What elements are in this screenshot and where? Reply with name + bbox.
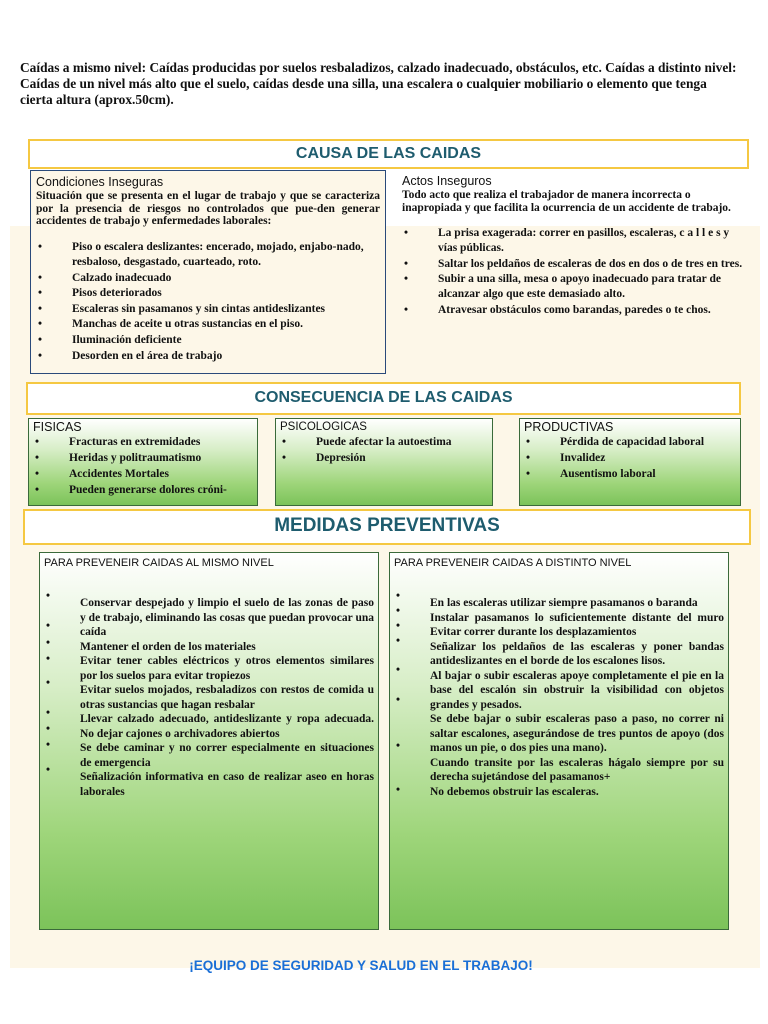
list-item: Señalización informativa en caso de realizar aseo en horas laborales <box>80 771 374 798</box>
condiciones-desc: Situación que se presenta en el lugar de trabajo y que se caracteriza por la presencia de riesgos no controlados que pue-den generar accidentes de trabajo y enfermedades laborales: <box>36 190 380 227</box>
list-item: • Invalidez <box>526 452 606 464</box>
productivas-title: PRODUCTIVAS <box>524 420 614 434</box>
actos-inseguros-box <box>398 170 750 370</box>
list-item: • Accidentes Mortales <box>35 468 169 480</box>
list-item: • Desorden en el área de trabajo <box>38 349 223 362</box>
actos-list <box>402 226 744 318</box>
list-item: • Depresión <box>282 452 366 464</box>
productivas-box <box>519 418 741 506</box>
psicologicas-box <box>275 418 493 506</box>
psicologicas-list <box>280 434 488 466</box>
list-item: Al bajar o subir escaleras apoye completamente el pie en la base del escalón sin obstruir la visibilidad con objetos grandes y pesados. <box>430 669 724 711</box>
list-item: • Ausentismo laboral <box>526 468 656 480</box>
list-item: No debemos obstruir las escaleras. <box>430 785 599 798</box>
list-item: • Calzado inadecuado <box>38 271 172 284</box>
condiciones-inseguras-box <box>30 170 386 374</box>
list-item: • Manchas de aceite u otras sustancias en el piso. <box>38 318 303 331</box>
list-item: Se debe bajar o subir escaleras paso a paso, no correr ni saltar escalones, asegurándose de tres puntos de apoyo (dos manos un pie, o dos pies una mano). <box>430 713 724 754</box>
list-item: Mantener el orden de los materiales <box>80 640 256 653</box>
mismo-nivel-list: • • • • • • • • • Conservar despejado y limpio el suelo de las zonas de paso y de trabajo, eliminando las cosas que puedan provocar una caída Mantener el orden de los materiales Evitar tener cables eléctricos y otros elementos similares por los suelos para evitar tropiezos Evitar suelos mojados, resbaladizos con restos de comida u otras sustancias que hagan resbalar Llevar calzado adecuado, antideslizante y ropa adecuada. No dejar cajones o archivadores abiertos Se debe caminar y no correr especialmente en situaciones de emergencia Señalización informativa en caso de realizar aseo en horas laborales <box>46 590 374 798</box>
list-item: • Escaleras sin pasamanos y sin cintas antideslizantes <box>38 302 326 315</box>
list-item: Señalizar los peldaños de las escaleras y poner bandas antideslizantes en el borde de los escalones lisos. <box>430 640 724 667</box>
distinto-nivel-box <box>389 552 729 930</box>
list-item: • Fracturas en extremidades <box>35 436 201 448</box>
mismo-nivel-box <box>39 552 379 930</box>
list-item: Conservar despejado y limpio el suelo de las zonas de paso y de trabajo, eliminando las cosas que puedan provocar una caída <box>80 597 374 638</box>
psicologicas-title: PSICOLOGICAS <box>280 421 367 433</box>
list-item: • Pérdida de capacidad laboral <box>526 436 705 448</box>
list-item: • Iluminación deficiente <box>38 334 182 347</box>
actos-desc: Todo acto que realiza el trabajador de manera incorrecta o inapropiada y que facilita la ocurrencia de un accidente de trabajo. <box>402 189 731 214</box>
fisicas-title: FISICAS <box>33 420 82 434</box>
intro-paragraph: Caídas a mismo nivel: Caídas producidas por suelos resbaladizos, calzado inadecuado, obstáculos, etc. Caídas a distinto nivel: Caídas de un nivel más alto que el suelo, caídas desde una silla, una escalera o cualquier mobiliario o elemento que tenga cierta altura (aprox.50cm). <box>20 60 737 107</box>
mismo-nivel-title: PARA PREVENEIR CAIDAS AL MISMO NIVEL <box>44 557 274 569</box>
list-item: Instalar pasamanos lo suficientemente distante del muro Evitar correr durante los desplazamientos <box>430 611 724 638</box>
list-item: • Subir a una silla, mesa o apoyo inadecuado para tratar de alcanzar algo que este demasiado alto. <box>404 273 721 301</box>
distinto-nivel-title: PARA PREVENEIR CAIDAS A DISTINTO NIVEL <box>394 557 632 569</box>
list-item: • La prisa exagerada: correr en pasillos, escaleras, c a l l e s y vías públicas. <box>404 227 730 254</box>
distinto-nivel-list: • • • • • • • • En las escaleras utilizar siempre pasamanos o baranda Instalar pasamanos lo suficientemente distante del muro Evitar correr durante los desplazamientos Señalizar los peldaños de las escaleras y poner bandas antideslizantes en el borde de los escalones lisos. Al bajar o subir escaleras apoye completamente el pie en la base del escalón sin obstruir la visibilidad con objetos grandes y pesados. Se debe bajar o subir escaleras paso a paso, no correr ni saltar escalones, asegurándose de tres puntos de apoyo (dos manos un pie, o dos pies una mano). Cuando transite por las escaleras hágalo siempre por su derecha sujetándose del pasamanos+ No debemos obstruir las escaleras. <box>396 590 724 798</box>
causa-banner: CAUSA DE LAS CAIDAS <box>28 139 749 169</box>
productivas-list <box>524 434 736 482</box>
list-item: Evitar tener cables eléctricos y otros elementos similares por los suelos para evitar tropiezos <box>80 655 374 682</box>
list-item: • Puede afectar la autoestima <box>282 436 452 448</box>
fisicas-list <box>33 434 253 498</box>
list-item: Cuando transite por las escaleras hágalo siempre por su derecha sujetándose del pasamanos+ <box>430 756 724 783</box>
list-item: Llevar calzado adecuado, antideslizante y ropa adecuada. No dejar cajones o archivadores abiertos <box>80 713 374 740</box>
condiciones-title: Condiciones Inseguras <box>36 175 164 189</box>
list-item: • Piso o escalera deslizantes: encerado, mojado, enjabo-nado, resbaloso, desgastado, cuarteado, roto. <box>38 240 364 269</box>
footer-slogan: ¡EQUIPO DE SEGURIDAD Y SALUD EN EL TRABAJO! <box>189 958 533 973</box>
medidas-banner: MEDIDAS PREVENTIVAS <box>23 509 751 545</box>
consecuencia-banner: CONSECUENCIA DE LAS CAIDAS <box>26 382 741 415</box>
list-item: Se debe caminar y no correr especialmente en situaciones de emergencia <box>80 742 374 769</box>
list-item: • Saltar los peldaños de escaleras de dos en dos o de tres en tres. <box>404 257 743 270</box>
list-item: Evitar suelos mojados, resbaladizos con restos de comida u otras sustancias que hagan resbalar <box>80 684 374 711</box>
list-item: • Heridas y politraumatismo <box>35 452 202 464</box>
list-item: • Pueden generarse dolores cróni- <box>35 484 227 496</box>
list-item: • Atravesar obstáculos como barandas, paredes o te chos. <box>404 303 711 316</box>
list-item: En las escaleras utilizar siempre pasamanos o baranda <box>430 597 698 609</box>
fisicas-box <box>28 418 258 506</box>
condiciones-list <box>36 240 380 365</box>
actos-title: Actos Inseguros <box>402 174 492 188</box>
list-item: • Pisos deteriorados <box>38 287 162 300</box>
